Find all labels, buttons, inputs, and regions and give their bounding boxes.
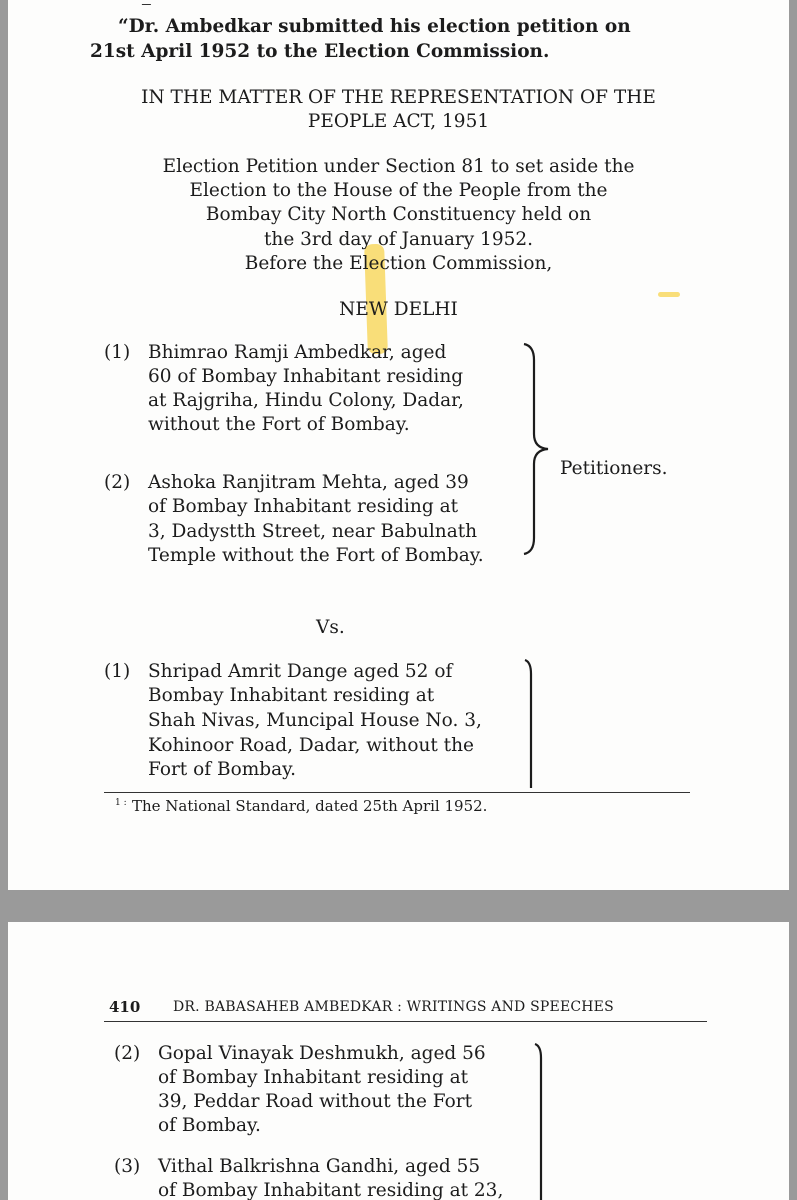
intro-line-2: 21st April 1952 to the Election Commission. — [90, 41, 550, 62]
versus-label: Vs. — [316, 617, 345, 638]
header-rule — [104, 1021, 707, 1022]
petition-line: the 3rd day of January 1952. — [263, 229, 534, 250]
cropped-text-fragment — [142, 0, 154, 5]
footnote-marker: 1 : — [115, 798, 127, 808]
respondent-number: (1) — [104, 661, 131, 682]
respondent-line: Gopal Vinayak Deshmukh, aged 56 — [158, 1043, 486, 1064]
document-page-1 — [8, 0, 789, 890]
intro-line-1: “Dr. Ambedkar submitted his election petition on — [118, 16, 631, 37]
respondent-line: Kohinoor Road, Dadar, without the — [148, 735, 474, 756]
petition-line: Election Petition under Section 81 to set aside the — [162, 156, 635, 177]
new-delhi-heading: NEW DELHI — [339, 299, 458, 320]
petition-line: Bombay City North Constituency held on — [205, 204, 592, 225]
curly-brace-icon — [518, 338, 558, 560]
petitioner-line: at Rajgriha, Hindu Colony, Dadar, — [148, 390, 464, 411]
matter-heading-line-2: PEOPLE ACT, 1951 — [307, 111, 490, 132]
curly-brace-icon — [522, 656, 542, 788]
page-number: 410 — [109, 998, 141, 1016]
respondent-number: (2) — [114, 1043, 141, 1064]
petitioner-line: Temple without the Fort of Bombay. — [148, 545, 484, 566]
respondent-line: Bombay Inhabitant residing at — [148, 685, 435, 706]
respondent-line: Shah Nivas, Muncipal House No. 3, — [148, 710, 482, 731]
petitioner-line: of Bombay Inhabitant residing at — [148, 496, 459, 517]
petitioner-number: (2) — [104, 472, 131, 493]
respondent-line: of Bombay Inhabitant residing at 23, — [158, 1180, 504, 1200]
document-page-2 — [8, 922, 789, 1200]
petitioner-line: without the Fort of Bombay. — [148, 414, 410, 435]
petitioner-line: Ashoka Ranjitram Mehta, aged 39 — [148, 472, 469, 493]
respondent-line: of Bombay Inhabitant residing at — [158, 1067, 469, 1088]
petitioner-line: 3, Dadystth Street, near Babulnath — [148, 521, 478, 542]
petitioner-number: (1) — [104, 342, 131, 363]
respondent-line: Fort of Bombay. — [148, 759, 297, 780]
respondent-line: Shripad Amrit Dange aged 52 of — [148, 661, 453, 682]
respondent-line: of Bombay. — [158, 1115, 261, 1136]
petitioner-line: Bhimrao Ramji Ambedkar, aged — [148, 342, 447, 363]
petitioner-line: 60 of Bombay Inhabitant residing — [148, 366, 464, 387]
footnote-rule — [104, 792, 690, 793]
running-header: DR. BABASAHEB AMBEDKAR : WRITINGS AND SPEECHES — [173, 999, 614, 1015]
petitioners-label: Petitioners. — [560, 458, 668, 479]
respondent-number: (3) — [114, 1156, 141, 1177]
highlighter-dash — [658, 292, 680, 297]
petition-line: Before the Election Commission, — [244, 253, 553, 274]
respondent-line: 39, Peddar Road without the Fort — [158, 1091, 473, 1112]
curly-brace-icon — [532, 1040, 552, 1200]
matter-heading-line-1: IN THE MATTER OF THE REPRESENTATION OF THE — [141, 87, 656, 108]
respondent-line: Vithal Balkrishna Gandhi, aged 55 — [158, 1156, 481, 1177]
footnote-text: The National Standard, dated 25th April 1952. — [132, 797, 488, 815]
petition-line: Election to the House of the People from the — [189, 180, 608, 201]
